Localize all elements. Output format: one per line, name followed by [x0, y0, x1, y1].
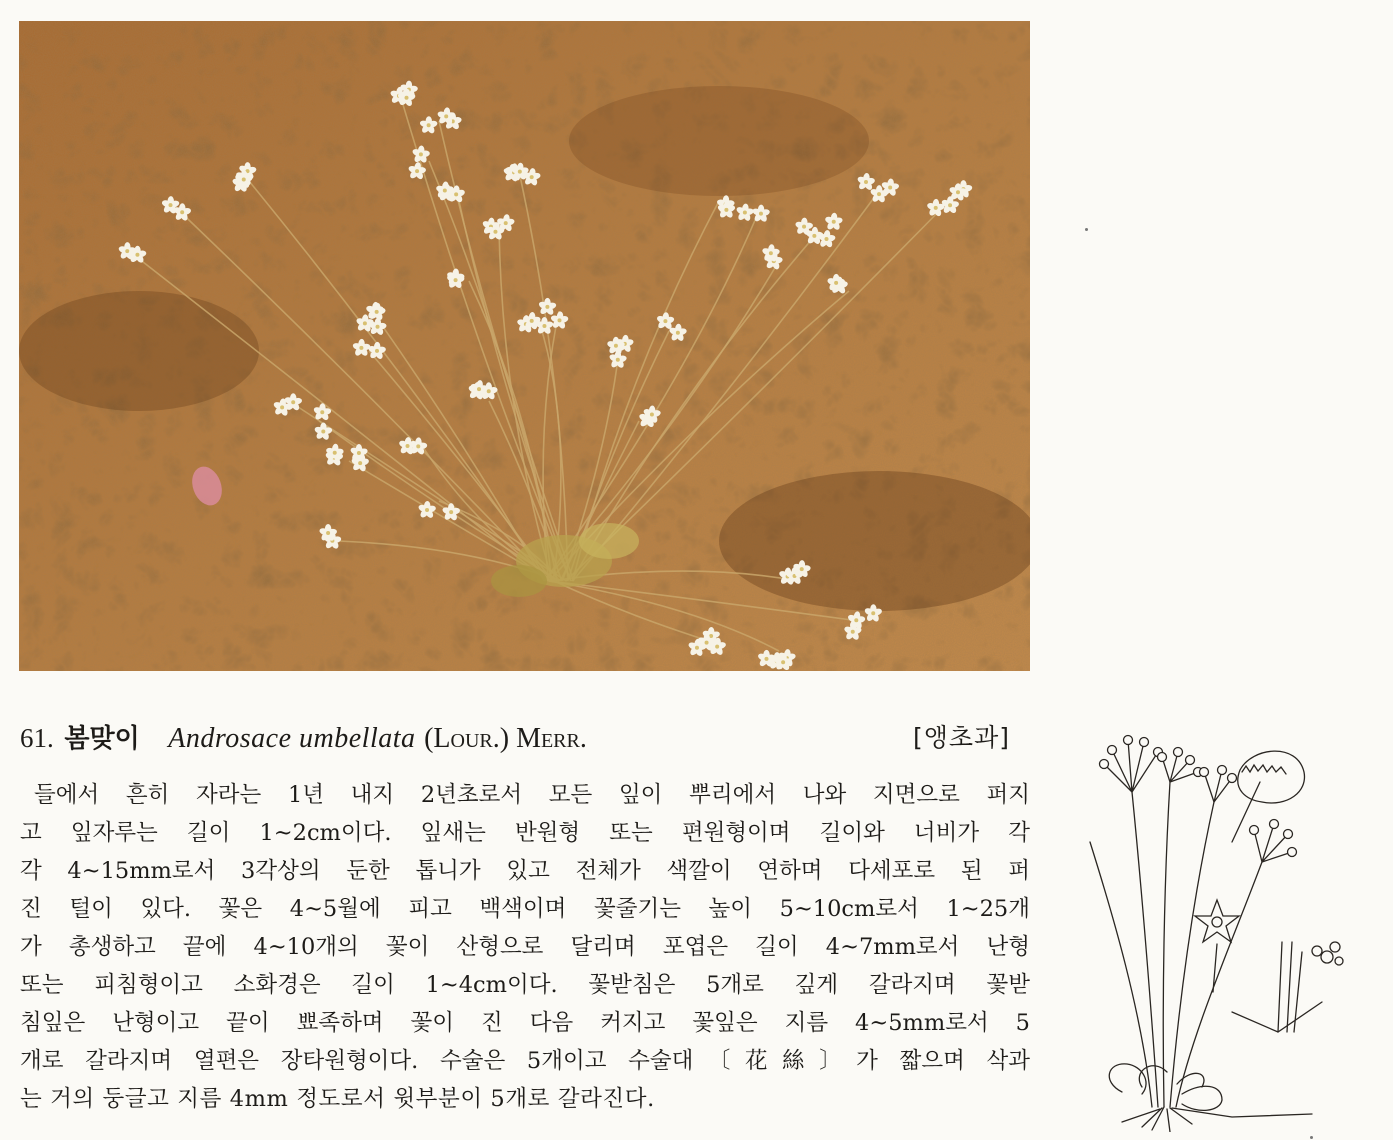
- illustration-flower: [1270, 820, 1279, 829]
- illustration-flower: [1228, 774, 1237, 783]
- description-line: 가 총생하고 끝에 4~10개의 꽃이 산형으로 달리며 포엽은 길이 4~7mm로서 난형: [20, 934, 1030, 960]
- description-line: 침잎은 난형이고 끝이 뾰족하며 꽃이 진 다음 커지고 꽃잎은 지름 4~5mm로서 5: [20, 1010, 1030, 1036]
- illustration-flower: [1108, 746, 1117, 755]
- description-line: 개로 갈라지며 열편은 장타원형이다. 수술은 5개이고 수술대〔花絲〕가 짧으며 삭과: [20, 1048, 1030, 1074]
- korean-name: 봄맞이: [64, 724, 140, 754]
- scientific-name: Androsace umbellata: [168, 723, 416, 754]
- illustration-flower: [1174, 748, 1183, 757]
- illustration-flower: [1288, 848, 1297, 857]
- illustration-flower: [1100, 760, 1109, 769]
- description-line: 또는 피침형이고 소화경은 길이 1~4cm이다. 꽃받침은 5개로 깊게 갈라지며 꽃받: [20, 972, 1030, 998]
- family-name: [앵초과]: [913, 723, 1010, 752]
- entry-number: 61.: [20, 723, 54, 753]
- description: [20, 776, 1030, 1118]
- illustration-flower: [1284, 830, 1293, 839]
- description-line: 고 잎자루는 길이 1~2cm이다. 잎새는 반원형 또는 편원형이며 길이와 너비가 각: [20, 820, 1030, 846]
- illustration-flower: [1186, 756, 1195, 765]
- description-line: 각 4~15mm로서 3각상의 둔한 톱니가 있고 전체가 색깔이 연하며 다세포로 된 퍼: [20, 858, 1030, 884]
- description-line: 들에서 흔히 자라는 1년 내지 2년초로서 모든 잎이 뿌리에서 나와 지면으로 퍼지: [34, 782, 1030, 808]
- illustration-flower: [1140, 738, 1149, 747]
- authority: (Lour.) Merr.: [424, 723, 587, 754]
- entry-heading: [20, 718, 1010, 758]
- botanical-illustration: [1082, 712, 1382, 1132]
- illustration-flower: [1218, 766, 1227, 775]
- description-line: 진 털이 있다. 꽃은 4~5월에 피고 백색이며 꽃줄기는 높이 5~10cm로서 1~25개: [20, 896, 1030, 922]
- illustration-flower: [1158, 753, 1167, 762]
- illustration-flower: [1250, 826, 1259, 835]
- plant-photo: [19, 21, 1030, 671]
- description-line: 는 거의 둥글고 지름 4mm 정도로서 윗부분이 5개로 갈라진다.: [20, 1086, 655, 1112]
- print-speck: [1085, 228, 1088, 231]
- illustration-flower: [1124, 736, 1133, 745]
- illustration-flower: [1200, 768, 1209, 777]
- print-speck: [1310, 1136, 1313, 1139]
